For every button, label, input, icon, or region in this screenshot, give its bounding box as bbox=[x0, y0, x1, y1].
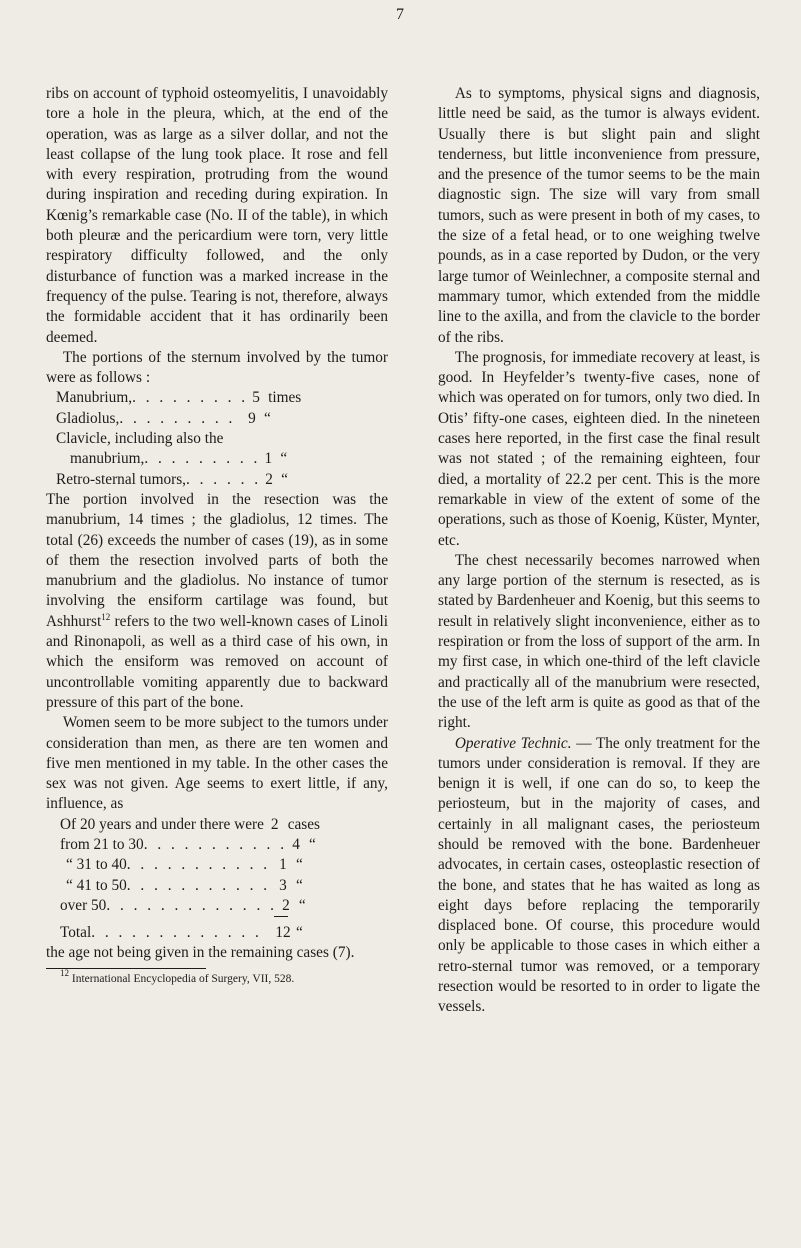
table-row: Retro-sternal tumors, . . . . . . 2 “ bbox=[56, 470, 288, 488]
paragraph: As to symptoms, physical signs and diagnosis, little need be said, as the tumor is always evident. Usually there is but slight pain and slight tenderness, but little inconvenience from pressure, and the presence of the tumor seems to be the main diagnostic sign. The size will vary from small tumors, such as were present in both of my cases, to the size of a fetal head, or to one weighing twelve pounds, as in a case reported by Dudon, or the very large tumor of Weinlechner, a composite sternal and mammary tumor, which extended from the middle line to the axilla, and from the clavicle to the border of the ribs. bbox=[438, 85, 760, 346]
table-row-total: Total . . . . . . . . . . . . . 12 “ bbox=[60, 924, 303, 942]
paragraph: The chest necessarily becomes narrowed when any large portion of the sternum is resected, as is stated by Bardenheuer and Koenig, but this seems to result in relatively slight inconvenience, either as to respiration or from the loss of support of the arm. In my first case, in which one-third of the left clavicle and practically all of the manubrium were resected, the use of the left arm is quite as good as that of the right. bbox=[438, 551, 760, 732]
paragraph: The portion involved in the resection was the manubrium, 14 times ; the gladiolus, 12 times. The total (26) exceeds the number of cases (19), as in some of them the resection involved parts of both the manubrium and the gladiolus. No instance of tumor involving the ensiform cartilage was found, but Ashhurst$^{12}$ refers to the two well-known cases of Linoli and Rinonapoli, as well as a third case of his own, in which the ensiform was removed on account of uncontrollable vomiting apparently due to backward pressure of this part of the bone. bbox=[46, 490, 388, 711]
paragraph: Operative Technic. — The only treatment for the tumors under consideration is removal. If they are benign it is well, if one can do so, to keep the periosteum, but in the majority of cases, and certainly in all malignant cases, the periosteum should be removed with the bone. Bardenheuer advocates, in certain cases, osteoplastic resection of the bone, and states that he has waited as long as eight days before replacing the temporarily displaced bone. Of course, this procedure would only be applicable to those cases in which either a retro-sternal tumor was removed, or a temporary resection would be resorted to in order to ligate the vessels. bbox=[438, 734, 760, 1016]
footnote: $^{12}$ International Encyclopedia of Surgery, VII, 528. bbox=[60, 967, 295, 985]
right-column bbox=[438, 84, 760, 1018]
sum-rule bbox=[274, 916, 288, 919]
paragraph: The prognosis, for immediate recovery at least, is good. In Heyfelder’s twenty-five cases, none of which was operated on for tumors, only two died. In Otis’ fifty-one cases, eighteen died. In the nineteen cases here reported, in the first case the final result was not stated ; of the remaining eighteen, four died, a mortality of 22.2 per cent. This is the more remarkable in view of the extent of some of the operations, such as those of Koenig, Küster, Mynter, etc. bbox=[438, 348, 760, 549]
table-row: over 50 . . . . . . . . . . . . . 2 “ bbox=[60, 896, 306, 914]
paragraph: Women seem to be more subject to the tumors under consideration than men, as there are ten women and five men mentioned in my table. In the other cases the sex was not given. Age seems to exert little, if any, influence, as bbox=[46, 714, 388, 813]
table-row: Of 20 years and under there were 2 cases bbox=[60, 815, 320, 833]
age-table bbox=[46, 815, 320, 944]
page-number: 7 bbox=[396, 6, 404, 23]
section-heading: Operative Technic. bbox=[454, 734, 572, 752]
table-row: “ 31 to 40 . . . . . . . . . . . 1 “ bbox=[66, 856, 303, 874]
table-row: manubrium, . . . . . . . . . 1 “ bbox=[70, 450, 288, 468]
paragraph: The portions of the sternum involved by the tumor were as follows : bbox=[46, 348, 388, 387]
paragraph: the age not being given in the remaining cases (7). bbox=[46, 944, 355, 962]
table-row: Gladiolus, . . . . . . . . . 9 “ bbox=[56, 409, 271, 427]
footnote-ref: 12 bbox=[101, 611, 111, 622]
left-column bbox=[46, 84, 388, 986]
table-row: Clavicle, including also the bbox=[56, 430, 224, 448]
sternum-involvement-table bbox=[46, 388, 306, 489]
paragraph: ribs on account of typhoid osteomyelitis, I unavoidably tore a hole in the pleura, which, at the end of the operation, was as large as a silver dollar, and not the least collapse of the lung took place. It rose and fell with every respiration, protruding from the wound during inspiration and receding during expiration. In Kœnig’s remarkable case (No. II of the table), in which both pleuræ and the pericardium were torn, very little respiratory difficulty followed, and the only disturbance of function was a marked increase in the frequency of the pulse. Tearing is not, therefore, always the formidable accident that it has ordinarily been deemed. bbox=[46, 85, 388, 346]
table-row: Manubrium, . . . . . . . . . 5 times bbox=[56, 389, 302, 407]
table-row: “ 41 to 50 . . . . . . . . . . . 3 “ bbox=[66, 876, 303, 894]
table-row: from 21 to 30 . . . . . . . . . . . 4 “ bbox=[60, 835, 316, 853]
footnote-rule bbox=[46, 968, 206, 969]
